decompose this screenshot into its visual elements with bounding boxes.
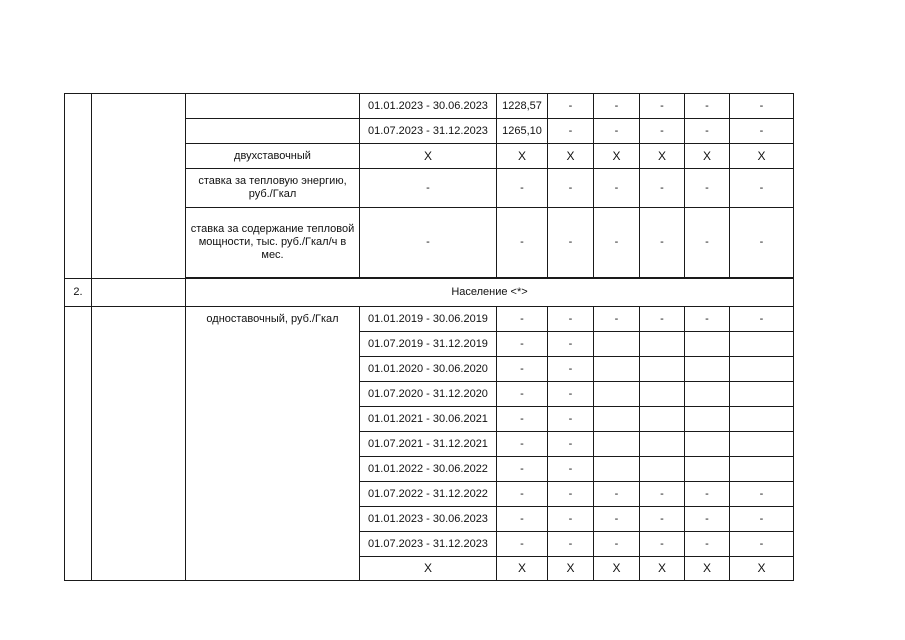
one-part-label: одноставочный, руб./Гкал — [186, 307, 360, 581]
value-cell: - — [640, 532, 685, 557]
value-cell: - — [497, 332, 548, 357]
value-cell: - — [730, 307, 794, 332]
value-cell: - — [548, 307, 594, 332]
value-cell: - — [640, 208, 685, 278]
value-cell: - — [548, 407, 594, 432]
heat-rate-label: ставка за тепловую энергию, руб./Гкал — [186, 169, 360, 208]
x-cell: X — [497, 557, 548, 581]
value-cell: - — [360, 208, 497, 278]
value-cell: - — [497, 432, 548, 457]
value-cell: - — [685, 482, 730, 507]
table-body — [65, 94, 794, 581]
value-cell: - — [640, 119, 685, 144]
value-cell: - — [497, 357, 548, 382]
value-cell: - — [640, 94, 685, 119]
value-cell: - — [640, 169, 685, 208]
value-cell: - — [360, 169, 497, 208]
period-cell: 01.01.2020 - 30.06.2020 — [360, 357, 497, 382]
period-cell: 01.01.2023 - 30.06.2023 — [360, 94, 497, 119]
x-cell: X — [640, 144, 685, 169]
value-cell: - — [730, 208, 794, 278]
value-cell — [594, 457, 640, 482]
value-cell: - — [497, 382, 548, 407]
value-cell: - — [640, 307, 685, 332]
value-cell: - — [594, 507, 640, 532]
two-part-label: двухставочный — [186, 144, 360, 169]
value-cell — [730, 382, 794, 407]
capacity-rate-label: ставка за содержание тепловой мощности, тыс. руб./Гкал/ч в мес. — [186, 208, 360, 278]
value-cell: 1228,57 — [497, 94, 548, 119]
value-cell: - — [497, 457, 548, 482]
value-cell: - — [548, 382, 594, 407]
value-cell: - — [685, 94, 730, 119]
value-cell: - — [497, 407, 548, 432]
value-cell: - — [497, 507, 548, 532]
x-cell: X — [360, 144, 497, 169]
value-cell: - — [548, 532, 594, 557]
value-cell: - — [548, 482, 594, 507]
value-cell — [730, 457, 794, 482]
section-number: 2. — [65, 279, 92, 307]
value-cell — [730, 357, 794, 382]
value-cell — [730, 432, 794, 457]
consumer-group-cell — [92, 307, 186, 581]
value-cell: - — [640, 482, 685, 507]
period-cell: 01.07.2021 - 31.12.2021 — [360, 432, 497, 457]
value-cell: - — [640, 507, 685, 532]
value-cell — [640, 382, 685, 407]
tariff-type-cell — [186, 94, 360, 119]
value-cell: - — [685, 507, 730, 532]
value-cell: - — [685, 169, 730, 208]
value-cell: - — [730, 94, 794, 119]
value-cell: - — [548, 507, 594, 532]
value-cell — [594, 357, 640, 382]
value-cell — [685, 432, 730, 457]
value-cell — [685, 357, 730, 382]
value-cell: - — [685, 532, 730, 557]
value-cell: - — [730, 482, 794, 507]
section-row — [65, 279, 794, 307]
value-cell: - — [497, 169, 548, 208]
x-cell: X — [685, 557, 730, 581]
value-cell: - — [685, 119, 730, 144]
value-cell — [730, 332, 794, 357]
value-cell: - — [548, 432, 594, 457]
x-cell: X — [548, 144, 594, 169]
x-cell: X — [548, 557, 594, 581]
value-cell: - — [594, 119, 640, 144]
period-cell: 01.07.2023 - 31.12.2023 — [360, 119, 497, 144]
x-cell: X — [685, 144, 730, 169]
period-cell: 01.01.2022 - 30.06.2022 — [360, 457, 497, 482]
value-cell — [594, 332, 640, 357]
value-cell — [640, 332, 685, 357]
value-cell: - — [548, 332, 594, 357]
value-cell — [685, 457, 730, 482]
period-cell: 01.07.2019 - 31.12.2019 — [360, 332, 497, 357]
x-cell: X — [594, 144, 640, 169]
value-cell — [730, 407, 794, 432]
x-cell: X — [497, 144, 548, 169]
period-cell: 01.07.2020 - 31.12.2020 — [360, 382, 497, 407]
x-cell: X — [640, 557, 685, 581]
value-cell: - — [685, 307, 730, 332]
value-cell — [594, 407, 640, 432]
value-cell: - — [548, 457, 594, 482]
section-blank-cell — [92, 279, 186, 307]
value-cell: - — [594, 532, 640, 557]
value-cell — [685, 407, 730, 432]
tariff-table — [64, 93, 794, 581]
value-cell — [594, 432, 640, 457]
value-cell: - — [548, 119, 594, 144]
value-cell: - — [730, 119, 794, 144]
period-cell: 01.01.2019 - 30.06.2019 — [360, 307, 497, 332]
period-cell: 01.01.2023 - 30.06.2023 — [360, 507, 497, 532]
period-cell: 01.01.2021 - 30.06.2021 — [360, 407, 497, 432]
value-cell: - — [730, 169, 794, 208]
period-cell: 01.07.2022 - 31.12.2022 — [360, 482, 497, 507]
value-cell — [594, 382, 640, 407]
value-cell: - — [497, 482, 548, 507]
value-cell: - — [594, 208, 640, 278]
value-cell: - — [548, 208, 594, 278]
value-cell: - — [594, 307, 640, 332]
value-cell: - — [497, 307, 548, 332]
value-cell: - — [594, 482, 640, 507]
value-cell: - — [685, 208, 730, 278]
tariff-type-cell — [186, 119, 360, 144]
table-row — [65, 307, 794, 332]
x-cell: X — [360, 557, 497, 581]
value-cell: - — [594, 169, 640, 208]
value-cell: - — [548, 357, 594, 382]
value-cell: - — [548, 169, 594, 208]
value-cell: - — [548, 94, 594, 119]
value-cell — [685, 382, 730, 407]
value-cell — [640, 457, 685, 482]
row-number-cell — [65, 307, 92, 581]
value-cell: - — [730, 532, 794, 557]
value-cell: - — [730, 507, 794, 532]
row-number-cell — [65, 94, 92, 279]
table-row — [65, 94, 794, 119]
x-cell: X — [730, 144, 794, 169]
x-cell: X — [730, 557, 794, 581]
value-cell: - — [594, 94, 640, 119]
value-cell — [640, 407, 685, 432]
value-cell: - — [497, 532, 548, 557]
period-cell: 01.07.2023 - 31.12.2023 — [360, 532, 497, 557]
consumer-group-cell — [92, 94, 186, 279]
value-cell — [685, 332, 730, 357]
x-cell: X — [594, 557, 640, 581]
section-title: Население <*> — [186, 279, 794, 307]
value-cell — [640, 357, 685, 382]
value-cell: - — [497, 208, 548, 278]
value-cell — [640, 432, 685, 457]
value-cell: 1265,10 — [497, 119, 548, 144]
